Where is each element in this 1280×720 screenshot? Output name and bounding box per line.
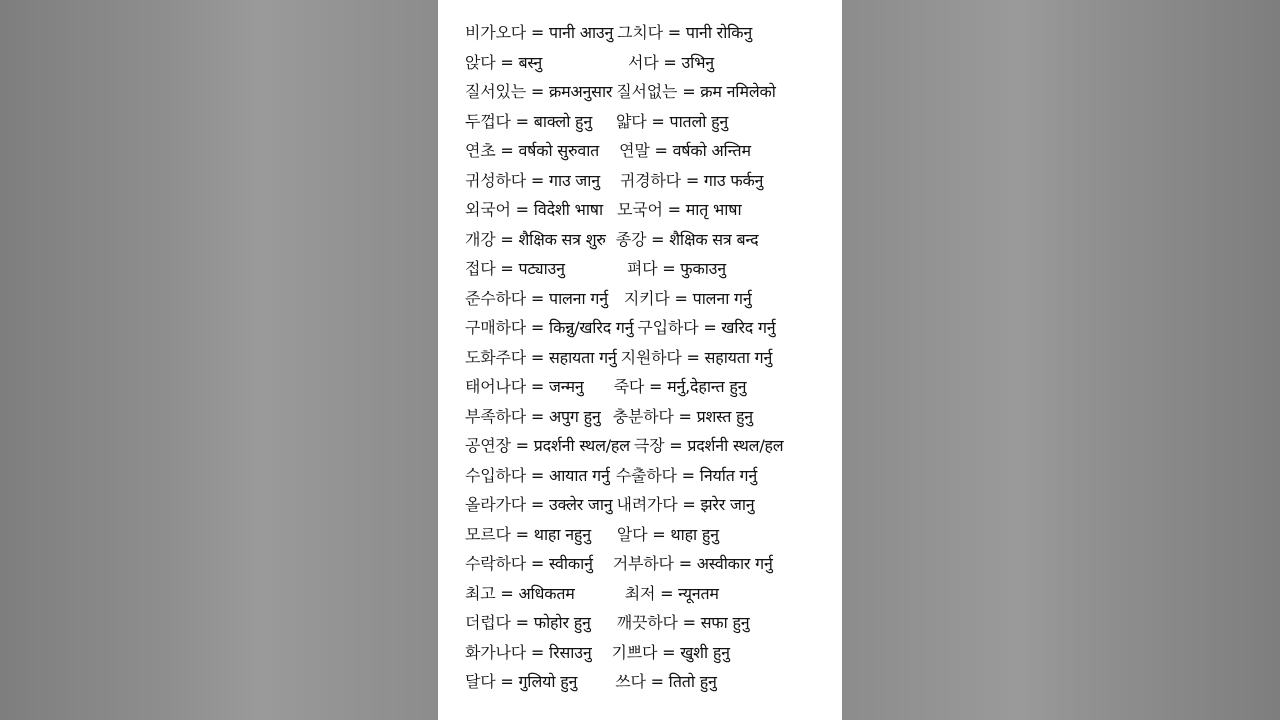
vocab-opposite-term: 귀경하다 = गाउ फर्कनु: [619, 170, 764, 190]
vocab-pair-row: [465, 607, 842, 637]
vocab-opposite-term: 내려가다 = झरेर जानु: [616, 495, 755, 515]
vocab-opposite-term: 서다 = उभिनु: [628, 52, 714, 72]
vocab-pair-row: [465, 401, 842, 431]
vocab-opposite-term: 질서없는 = क्रम नमिलेको: [616, 82, 776, 102]
vocab-term: 귀성하다 = गाउ जानु: [465, 170, 600, 190]
vocab-term: 준수하다 = पालना गर्नु: [465, 288, 608, 308]
vocab-term: 수입하다 = आयात गर्नु: [465, 465, 610, 485]
vocab-term: 접다 = पट्याउनु: [465, 259, 565, 279]
vocab-term: 최고 = अधिकतम: [465, 583, 575, 603]
vocab-pair-row: [465, 666, 842, 696]
vocab-term: 올라가다 = उक्लेर जानु: [465, 495, 613, 515]
vocab-opposite-term: 극장 = प्रदर्शनी स्थल/हल: [633, 436, 784, 456]
vocab-opposite-term: 그치다 = पानी रोकिनु: [617, 23, 753, 43]
vocab-term: 공연장 = प्रदर्शनी स्थल/हल: [465, 436, 630, 456]
vocab-term: 더럽다 = फोहोर हुनु: [465, 613, 591, 633]
vocab-pair-row: [465, 578, 842, 608]
vocab-term: 태어나다 = जन्मनु: [465, 377, 584, 397]
vocab-term: 연초 = वर्षको सुरुवात: [465, 141, 600, 161]
vocab-term: 외국어 = विदेशी भाषा: [465, 200, 603, 220]
vocab-pair-row: [465, 342, 842, 372]
vocab-opposite-term: 구입하다 = खरिद गर्नु: [637, 318, 776, 338]
vocab-pair-row: [465, 637, 842, 667]
vocab-pair-row: [465, 165, 842, 195]
vocab-pair-row: [465, 253, 842, 283]
vocab-opposite-term: 펴다 = फुकाउनु: [626, 259, 726, 279]
vocab-opposite-term: 지원하다 = सहायता गर्नु: [620, 347, 773, 367]
vocab-pair-row: [465, 283, 842, 313]
vocab-pair-row: [465, 312, 842, 342]
vocab-pair-row: [465, 430, 842, 460]
vocab-term: 앉다 = बस्नु: [465, 52, 543, 72]
vocab-opposite-term: 모국어 = मातृ भाषा: [616, 200, 742, 220]
vocab-term: 수락하다 = स्वीकार्नु: [465, 554, 593, 574]
vocab-pair-row: [465, 47, 842, 77]
vocab-term: 질서있는 = क्रमअनुसार: [465, 82, 613, 102]
vocab-pair-row: [465, 371, 842, 401]
vocab-pair-row: [465, 489, 842, 519]
vocab-pair-row: [465, 519, 842, 549]
vocab-opposite-term: 거부하다 = अस्वीकार गर्नु: [612, 554, 773, 574]
vocab-term: 두껍다 = बाक्लो हुनु: [465, 111, 593, 131]
vocab-opposite-term: 쓰다 = तितो हुनु: [615, 672, 717, 692]
vocab-opposite-term: 연말 = वर्षको अन्तिम: [619, 141, 751, 161]
vocab-opposite-term: 지키다 = पालना गर्नु: [623, 288, 752, 308]
vocab-pair-row: [465, 460, 842, 490]
vocab-term: 화가나다 = रिसाउनु: [465, 642, 592, 662]
vocab-term: 개강 = शैक्षिक सत्र शुरु: [465, 229, 606, 249]
vocab-pair-row: [465, 224, 842, 254]
vocabulary-list: [465, 17, 842, 696]
vocab-opposite-term: 수출하다 = निर्यात गर्नु: [615, 465, 758, 485]
vocab-term: 부족하다 = अपुग हुनु: [465, 406, 601, 426]
vocab-term: 비가오다 = पानी आउनु: [465, 23, 614, 43]
vocab-pair-row: [465, 17, 842, 47]
vocab-pair-row: [465, 548, 842, 578]
vocab-term: 모르다 = थाहा नहुनु: [465, 524, 591, 544]
blurred-background-left: [0, 0, 438, 720]
vocab-opposite-term: 최저 = न्यूनतम: [624, 583, 719, 603]
vocab-pair-row: [465, 106, 842, 136]
vocab-opposite-term: 알다 = थाहा हुनु: [616, 524, 719, 544]
vocab-pair-row: [465, 135, 842, 165]
vocab-term: 달다 = गुलियो हुनु: [465, 672, 578, 692]
vocabulary-page: [438, 0, 842, 720]
vocab-opposite-term: 깨끗하다 = सफा हुनु: [616, 613, 750, 633]
vocab-term: 구매하다 = किन्नु/खरिद गर्नु: [465, 318, 634, 338]
vocab-term: 도화주다 = सहायता गर्नु: [465, 347, 617, 367]
vocab-opposite-term: 죽다 = मर्नु,देहान्त हुनु: [613, 377, 747, 397]
vocab-opposite-term: 충분하다 = प्रशस्त हुनु: [612, 406, 753, 426]
blurred-background-right: [842, 0, 1280, 720]
vocab-opposite-term: 기쁘다 = खुशी हुनु: [611, 642, 730, 662]
vocab-opposite-term: 종강 = शैक्षिक सत्र बन्द: [615, 229, 759, 249]
vocab-pair-row: [465, 194, 842, 224]
vocab-pair-row: [465, 76, 842, 106]
vocab-opposite-term: 얇다 = पातलो हुनु: [616, 111, 729, 131]
